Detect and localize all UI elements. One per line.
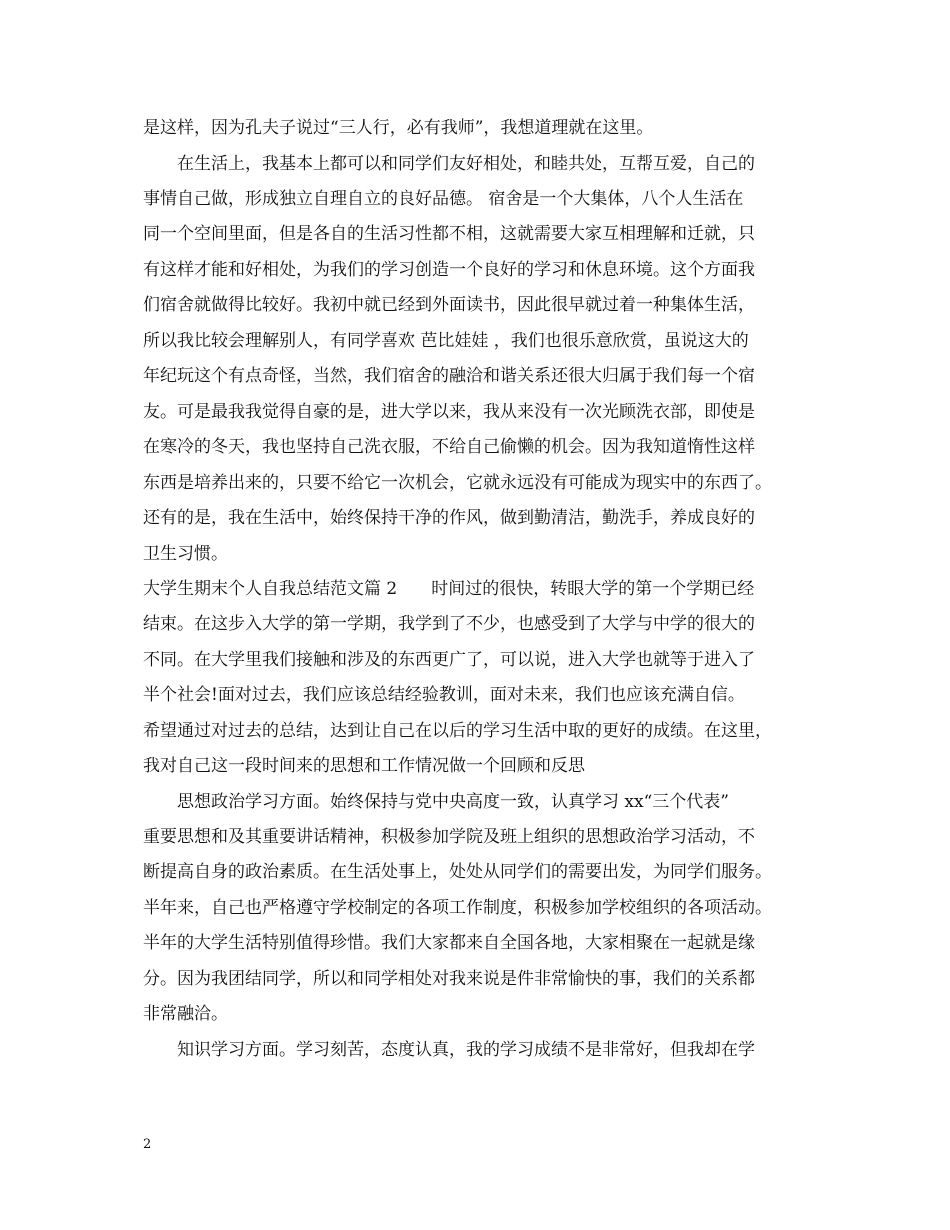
- text-line: 非常融洽。: [143, 1004, 228, 1024]
- page-number: 2: [143, 1137, 152, 1152]
- text-line: 年纪玩这个有点奇怪，当然，我们宿舍的融洽和谐关系还很大归属于我们每一个宿: [143, 366, 755, 386]
- text-line: 同一个空间里面，但是各自的生活习性都不相，这就需要大家互相理解和迁就，只: [143, 224, 755, 244]
- text-line: 半年的大学生活特别值得珍惜。我们大家都来自全国各地，大家相聚在一起就是缘: [143, 933, 755, 953]
- text-line: 在寒冷的冬天，我也坚持自己洗衣服，不给自己偷懒的机会。因为我知道惰性这样: [143, 437, 755, 457]
- text-line: 不同。在大学里我们接触和涉及的东西更广了，可以说，进入大学也就等于进入了: [143, 650, 755, 670]
- text-line: 希望通过对过去的总结，达到让自己在以后的学习生活中取的更好的成绩。在这里，: [143, 721, 772, 741]
- paragraph-line: 思想政治学习方面。始终保持与党中央高度一致，认真学习 xx“三个代表”: [177, 792, 729, 812]
- text-line: 卫生习惯。: [143, 544, 228, 564]
- text-line: 们宿舍就做得比较好。我初中就已经到外面读书，因此很早就过着一种集体生活，: [143, 295, 755, 315]
- text-line: 结束。在这步入大学的第一学期，我学到了不少，也感受到了大学与中学的很大的: [143, 614, 755, 634]
- text-line: 所以我比较会理解别人，有同学喜欢 芭比娃娃 ，我们也很乐意欣赏，虽说这大的: [143, 331, 749, 351]
- text-line: 分。因为我团结同学，所以和同学相处对我来说是件非常愉快的事，我们的关系都: [143, 969, 755, 989]
- paragraph-line: 知识学习方面。学习刻苦，态度认真，我的学习成绩不是非常好，但我却在学: [177, 1040, 755, 1060]
- text-line: 断提高自身的政治素质。在生活处事上，处处从同学们的需要出发，为同学们服务。: [143, 862, 772, 882]
- text-line: 还有的是，我在生活中，始终保持干净的作风，做到勤清洁，勤洗手，养成良好的: [143, 508, 755, 528]
- text-line: 是这样，因为孔夫子说过“三人行，必有我师”，我想道理就在这里。: [143, 118, 654, 138]
- text-line: 重要思想和及其重要讲话精神，积极参加学院及班上组织的思想政治学习活动，不: [143, 827, 755, 847]
- text-line: 东西是培养出来的，只要不给它一次机会，它就永远没有可能成为现实中的东西了。: [143, 473, 772, 493]
- section-heading-line: 大学生期末个人自我总结范文篇 2 时间过的很快，转眼大学的第一个学期已经: [143, 579, 755, 599]
- text-line: 半年来，自己也严格遵守学校制定的各项工作制度，积极参加学校组织的各项活动。: [143, 898, 772, 918]
- text-line: 有这样才能和好相处，为我们的学习创造一个良好的学习和休息环境。这个方面我: [143, 260, 755, 280]
- text-line: 友。可是最我我觉得自豪的是，进大学以来，我从来没有一次光顾洗衣部，即使是: [143, 402, 755, 422]
- text-line: 我对自己这一段时间来的思想和工作情况做一个回顾和反思: [143, 756, 585, 776]
- text-line: 事情自己做，形成独立自理自立的良好品德。 宿舍是一个大集体，八个人生活在: [143, 189, 744, 209]
- text-line: 半个社会!面对过去，我们应该总结经验教训，面对未来，我们也应该充满自信。: [143, 685, 745, 705]
- paragraph-line: 在生活上，我基本上都可以和同学们友好相处，和睦共处，互帮互爱，自己的: [177, 154, 755, 174]
